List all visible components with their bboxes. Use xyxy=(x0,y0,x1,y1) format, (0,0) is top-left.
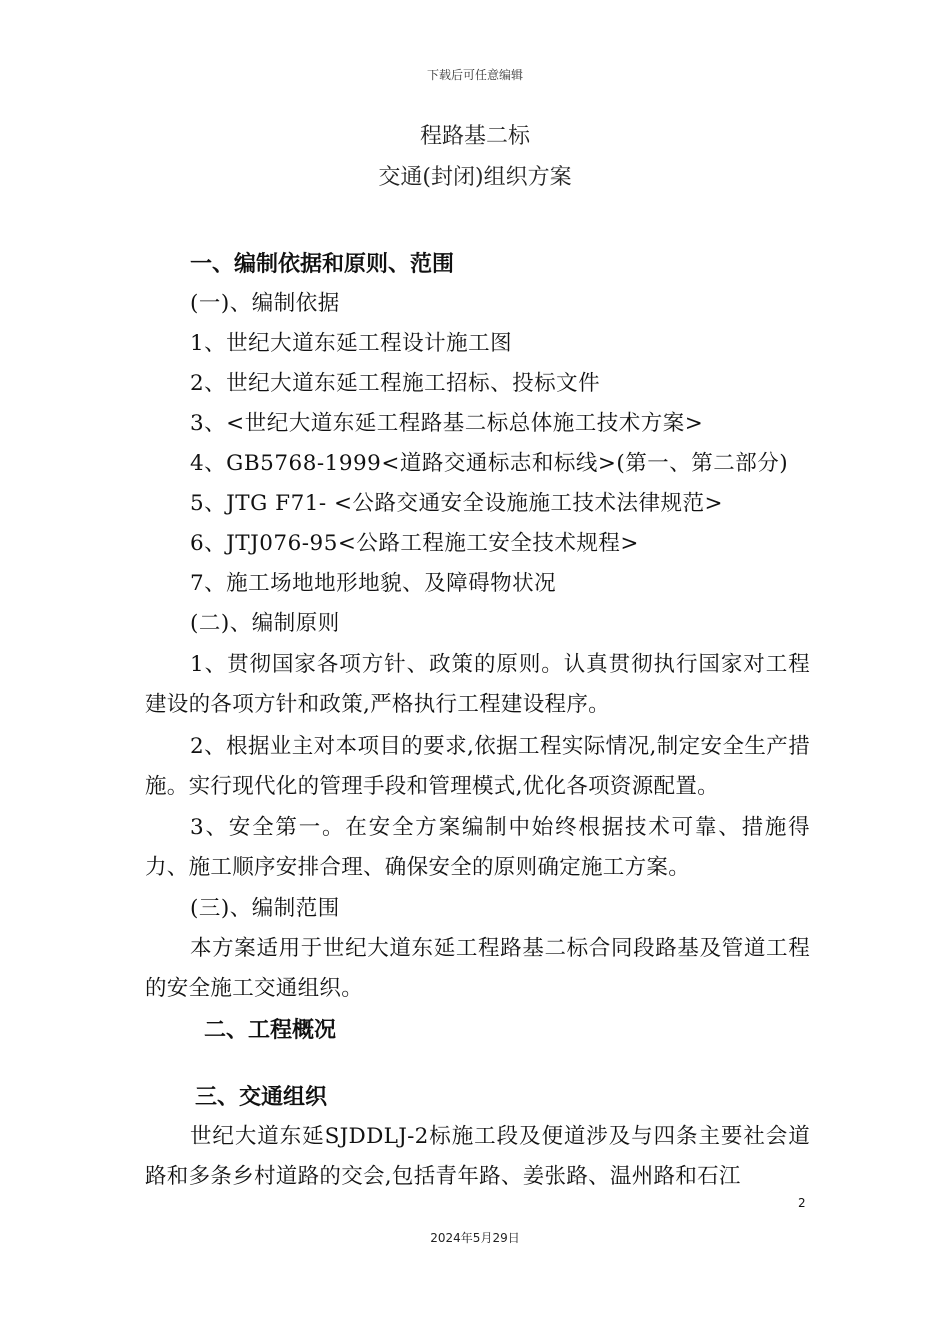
section-2-heading: 二、工程概况 xyxy=(204,1018,337,1043)
document-title-line-2: 交通(封闭)组织方案 xyxy=(378,165,572,190)
header-note: 下载后可任意编辑 xyxy=(426,68,523,82)
subsection-principles-heading: (二)、编制原则 xyxy=(190,611,340,636)
document-title-line-1: 程路基二标 xyxy=(419,124,530,149)
basis-item: 3、<世纪大道东延工程路基二标总体施工技术方案> xyxy=(190,411,704,436)
basis-item: 6、JTJ076-95<公路工程施工安全技术规程> xyxy=(190,531,639,556)
section-3-heading: 三、交通组织 xyxy=(195,1085,328,1110)
basis-item: 2、世纪大道东延工程施工招标、投标文件 xyxy=(190,371,601,396)
page-number: 2 xyxy=(798,1196,806,1210)
principle-paragraph: 3、安全第一。在安全方案编制中始终根据技术可靠、措施得力、施工顺序安排合理、确保安全的原则确定施工方案。 xyxy=(145,815,810,880)
basis-item: 5、JTG F71- <公路交通安全设施施工技术法律规范> xyxy=(190,491,724,516)
section-1-heading: 一、编制依据和原则、范围 xyxy=(190,252,455,277)
subsection-scope-heading: (三)、编制范围 xyxy=(190,896,340,921)
principle-paragraph: 2、根据业主对本项目的要求,依据工程实际情况,制定安全生产措施。实行现代化的管理手段和管理模式,优化各项资源配置。 xyxy=(145,734,810,799)
scope-paragraph: 本方案适用于世纪大道东延工程路基二标合同段路基及管道工程的安全施工交通组织。 xyxy=(145,936,810,1001)
basis-item: 1、世纪大道东延工程设计施工图 xyxy=(190,331,513,356)
principle-paragraph: 1、贯彻国家各项方针、政策的原则。认真贯彻执行国家对工程建设的各项方针和政策,严格执行工程建设程序。 xyxy=(145,652,810,717)
subsection-basis-heading: (一)、编制依据 xyxy=(190,291,340,316)
footer-date: 2024年5月29日 xyxy=(430,1231,520,1245)
section-3-paragraph: 世纪大道东延SJDDLJ-2标施工段及便道涉及与四条主要社会道路和多条乡村道路的交会,包括青年路、姜张路、温州路和石江 xyxy=(145,1124,810,1189)
basis-item: 4、GB5768-1999<道路交通标志和标线>(第一、第二部分) xyxy=(190,451,789,476)
basis-item: 7、施工场地地形地貌、及障碍物状况 xyxy=(190,571,557,596)
